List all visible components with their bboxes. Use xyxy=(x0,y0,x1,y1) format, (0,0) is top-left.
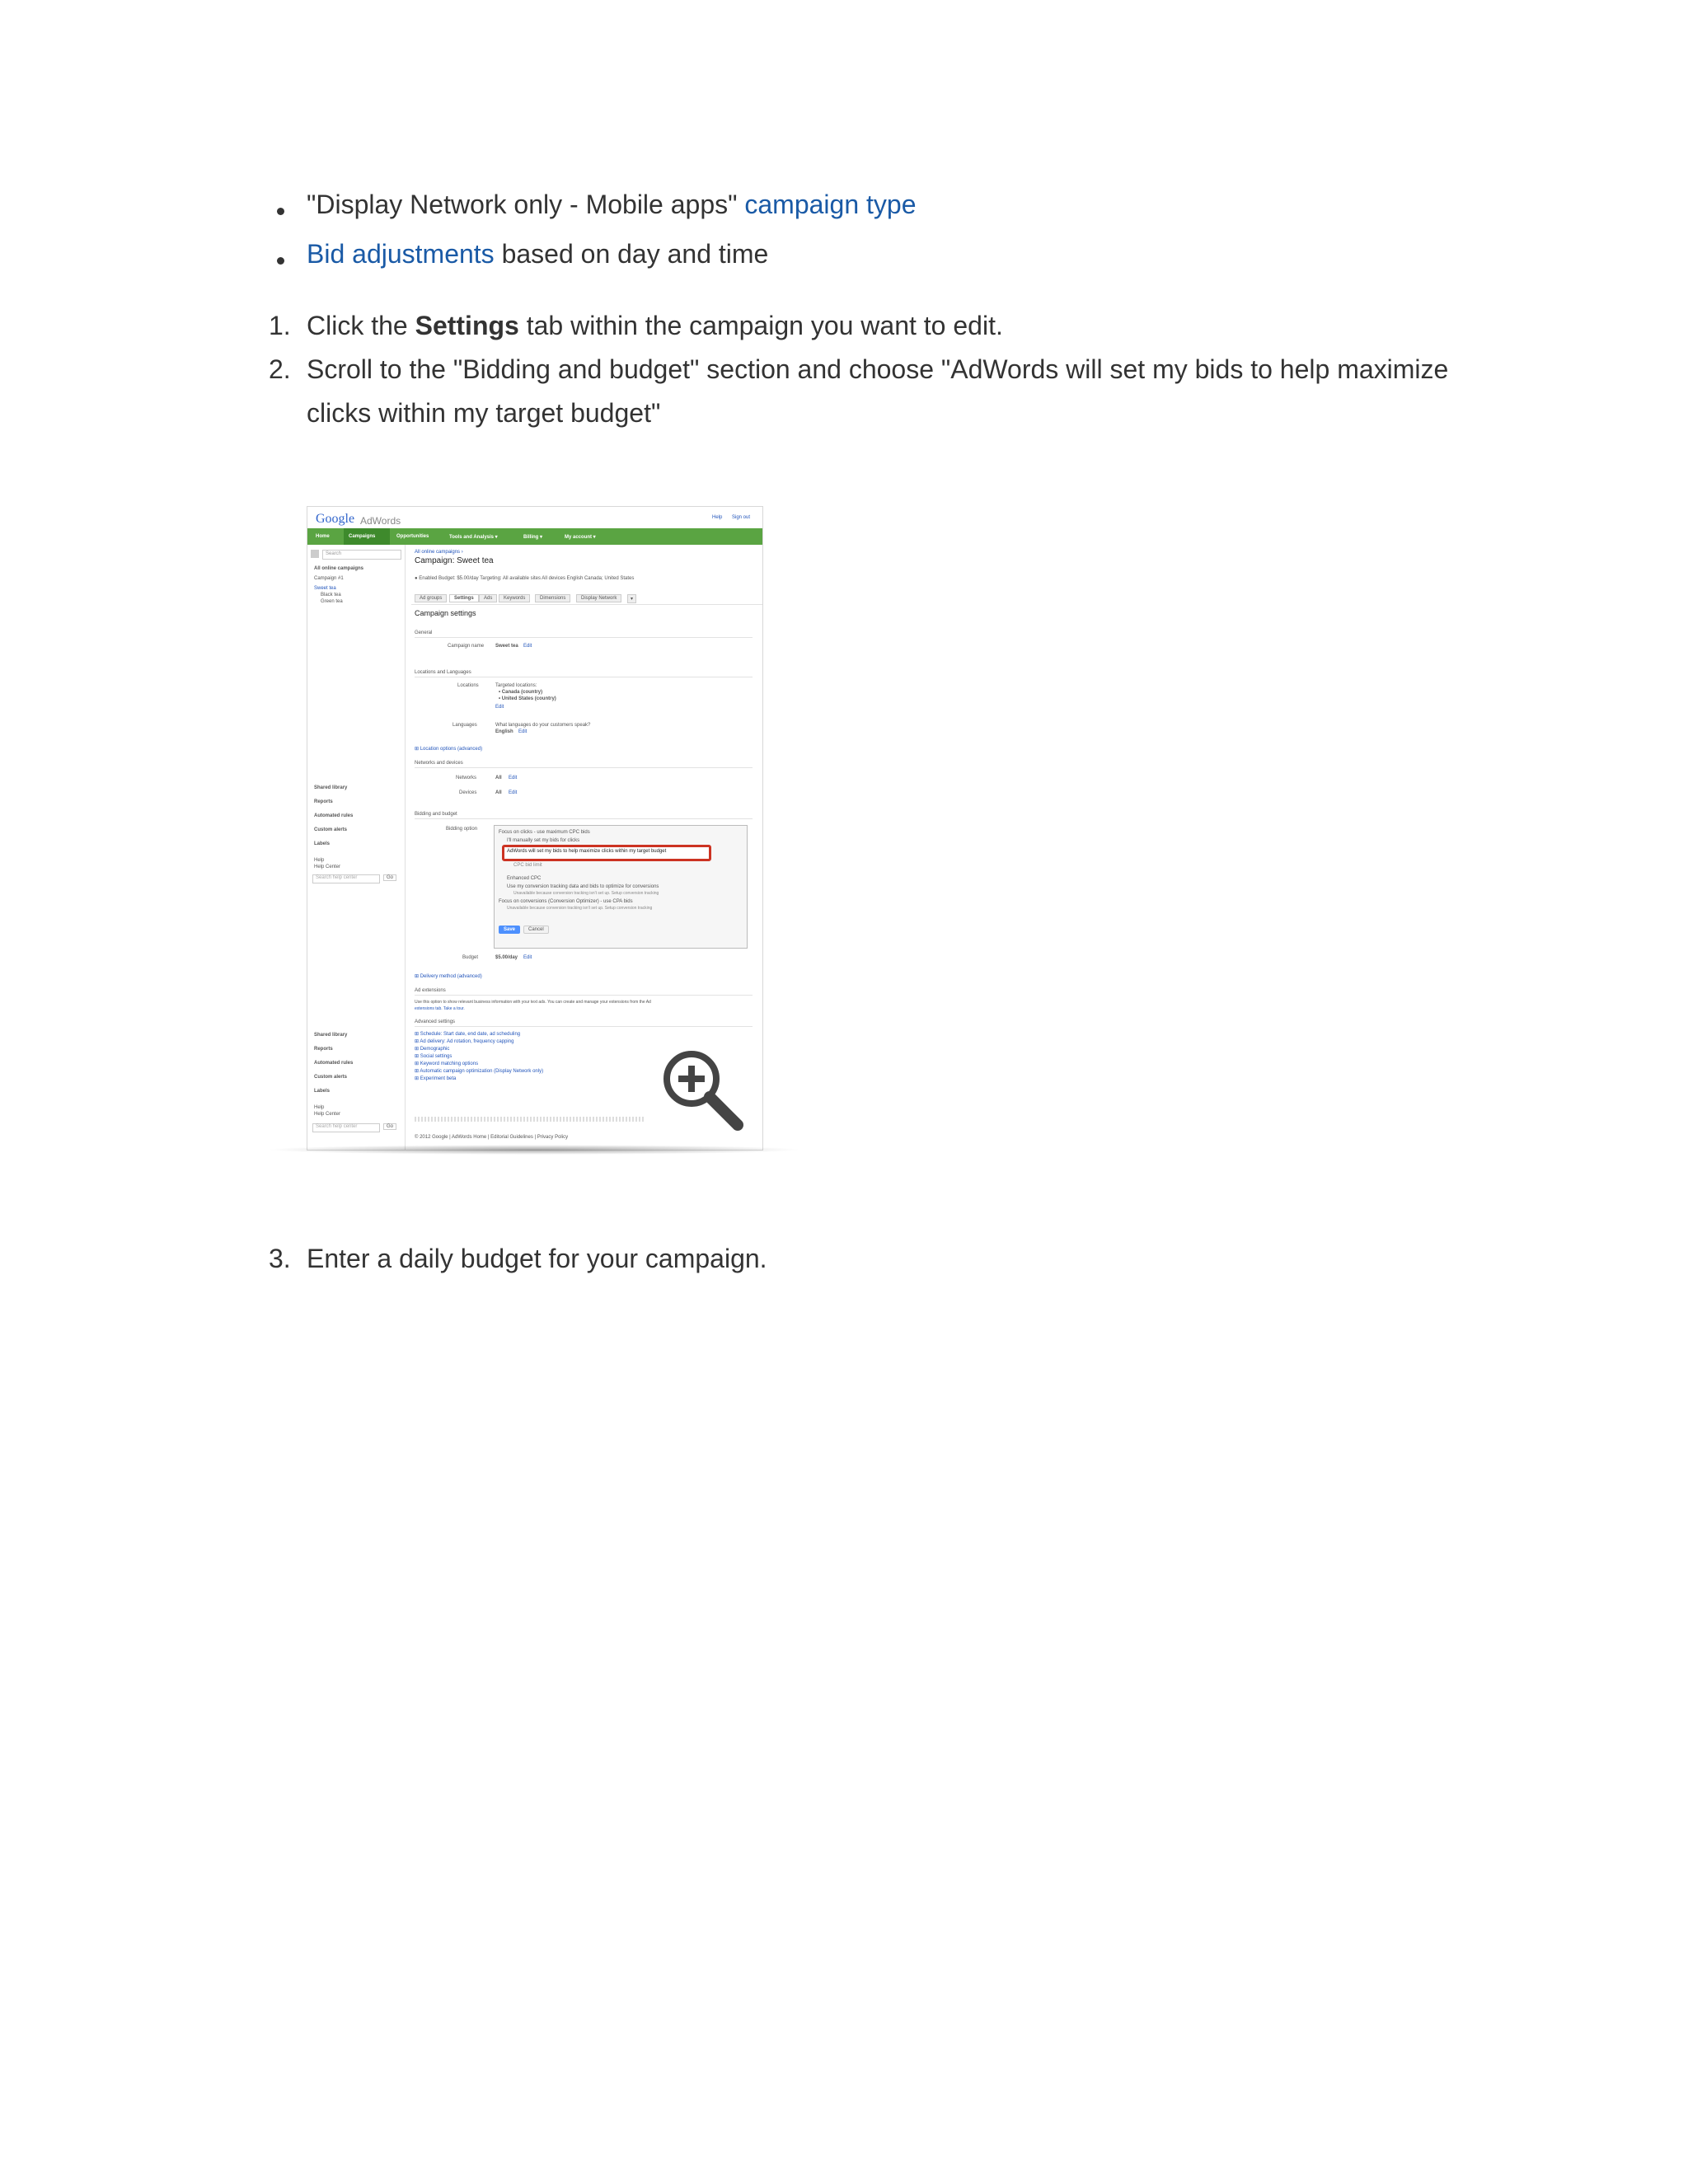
sidebar-custom-alerts-2[interactable]: Custom alerts xyxy=(314,1075,348,1080)
languages-edit[interactable]: Edit xyxy=(518,729,528,734)
option-conversion-note: Unavailable because conversion tracking isn't set up. Setup conversion tracking xyxy=(513,891,659,896)
divider xyxy=(415,1026,753,1027)
tab-dimensions[interactable]: Dimensions xyxy=(535,594,570,602)
sidebar-labels[interactable]: Labels xyxy=(314,841,331,846)
google-logo: Google xyxy=(316,512,355,526)
bid-adjustments-link[interactable]: Bid adjustments xyxy=(307,239,495,269)
delivery-method-link[interactable]: ⊞ Delivery method (advanced) xyxy=(415,974,482,979)
option-focus-conv-note: Unavailable because conversion tracking isn't set up. Setup conversion tracking xyxy=(507,906,653,911)
sidebar-help-center[interactable]: Help Center xyxy=(314,865,341,869)
nav-campaigns[interactable]: Campaigns xyxy=(349,534,376,539)
sign-out-link[interactable]: Sign out xyxy=(732,515,751,520)
sidebar-shared-library-2[interactable]: Shared library xyxy=(314,1033,348,1038)
save-button[interactable]: Save xyxy=(499,926,520,934)
sidebar-sweet-tea[interactable]: Sweet tea xyxy=(314,586,336,591)
zoom-in-icon[interactable] xyxy=(660,1047,746,1133)
sidebar-help: Help xyxy=(314,858,325,863)
bullet-item-bid-adjustments xyxy=(307,232,768,276)
option-focus-conversions[interactable]: Focus on conversions (Conversion Optimizer) - use CPA bids xyxy=(499,899,633,904)
adv-auto-optimization[interactable]: ⊞ Automatic campaign optimization (Display Network only) xyxy=(415,1069,544,1074)
sidebar-shared-library[interactable]: Shared library xyxy=(314,785,348,790)
bidding-option-label: Bidding option xyxy=(446,827,478,832)
adwords-settings-screenshot[interactable] xyxy=(307,506,763,1151)
adv-keyword-matching[interactable]: ⊞ Keyword matching options xyxy=(415,1062,479,1066)
budget-edit[interactable]: Edit xyxy=(523,955,532,960)
campaign-name-label: Campaign name xyxy=(448,644,485,649)
tab-more[interactable]: ▾ xyxy=(627,594,636,603)
nav-home[interactable]: Home xyxy=(316,534,330,539)
sidebar-search-placeholder: Search xyxy=(326,551,342,556)
tabs-underline xyxy=(411,604,762,605)
tab-display-network[interactable]: Display Network xyxy=(576,594,621,602)
languages-value: English xyxy=(495,729,513,734)
networks-label: Networks xyxy=(456,776,477,780)
screenshot-shadow xyxy=(265,1145,803,1155)
sidebar-reports[interactable]: Reports xyxy=(314,799,333,804)
adv-demographic[interactable]: ⊞ Demographic xyxy=(415,1047,450,1052)
general-heading: General xyxy=(415,630,433,635)
nav-my-account[interactable]: My account ▾ xyxy=(565,535,596,540)
campaign-type-link[interactable]: campaign type xyxy=(744,190,917,219)
nav-opportunities[interactable]: Opportunities xyxy=(396,534,429,539)
footer-links[interactable]: © 2012 Google | AdWords Home | Editorial Guidelines | Privacy Policy xyxy=(415,1135,569,1140)
option-manual-bids[interactable]: I'll manually set my bids for clicks xyxy=(507,838,580,843)
step-number: 2. xyxy=(269,354,291,384)
step-2-line-2: clicks within my target budget" xyxy=(307,398,661,428)
tab-ads[interactable]: Ads xyxy=(479,594,497,602)
step-text: Click the xyxy=(307,311,415,340)
settings-bold: Settings xyxy=(415,311,519,340)
languages-question: What languages do your customers speak? xyxy=(495,723,591,728)
step-2-line-1: Scroll to the "Bidding and budget" section and choose "AdWords will set my bids to help maximize xyxy=(307,354,1449,384)
option-auto-bids[interactable]: AdWords will set my bids to help maximize clicks within my target budget xyxy=(507,849,667,854)
help-go-button[interactable]: Go xyxy=(383,874,396,881)
locations-label: Locations xyxy=(457,683,479,688)
devices-value: All xyxy=(495,790,502,795)
sidebar-divider xyxy=(405,545,406,1150)
locations-languages-heading: Locations and Languages xyxy=(415,670,471,675)
devices-edit[interactable]: Edit xyxy=(509,790,518,795)
divider xyxy=(415,995,753,996)
sidebar-help-2: Help xyxy=(314,1105,325,1110)
bullet-text: based on day and time xyxy=(494,239,769,269)
divider xyxy=(415,767,753,768)
sidebar-automated-rules-2[interactable]: Automated rules xyxy=(314,1061,354,1066)
adv-schedule[interactable]: ⊞ Schedule: Start date, end date, ad scheduling xyxy=(415,1032,521,1037)
option-conversion[interactable]: Use my conversion tracking data and bids to optimize for conversions xyxy=(507,884,659,889)
help-link[interactable]: Help xyxy=(712,515,723,520)
step-3-text: Enter a daily budget for your campaign. xyxy=(307,1244,767,1273)
help-search-placeholder: Search help center xyxy=(316,875,358,880)
tab-ad-groups[interactable]: Ad groups xyxy=(415,594,447,602)
sidebar-help-center-2[interactable]: Help Center xyxy=(314,1112,341,1117)
locations-edit[interactable]: Edit xyxy=(495,705,504,710)
languages-label: Languages xyxy=(452,723,477,728)
help-search-placeholder-2: Search help center xyxy=(316,1124,358,1129)
adwords-logo: AdWords xyxy=(360,515,401,527)
adv-ad-delivery[interactable]: ⊞ Ad delivery: Ad rotation, frequency capping xyxy=(415,1039,514,1044)
ad-extensions-text: Use this option to show relevant business information with your text ads. You can create and manage your extensions from the Ad xyxy=(415,1000,651,1005)
breadcrumb[interactable]: All online campaigns › xyxy=(415,550,463,555)
budget-label: Budget xyxy=(462,955,479,960)
step-text: tab within the campaign you want to edit. xyxy=(518,311,1003,340)
help-go-button-2[interactable]: Go xyxy=(383,1123,396,1130)
divider xyxy=(415,818,753,819)
tab-settings[interactable]: Settings xyxy=(449,594,479,602)
option-focus-clicks[interactable]: Focus on clicks - use maximum CPC bids xyxy=(499,830,590,835)
step-number: 1. xyxy=(269,311,291,340)
bidding-budget-heading: Bidding and budget xyxy=(415,812,457,817)
sidebar-labels-2[interactable]: Labels xyxy=(314,1089,331,1094)
devices-label: Devices xyxy=(459,790,477,795)
sidebar-reports-2[interactable]: Reports xyxy=(314,1047,333,1052)
location-us: • United States (country) xyxy=(499,696,556,701)
networks-edit[interactable]: Edit xyxy=(509,776,518,780)
sidebar-automated-rules[interactable]: Automated rules xyxy=(314,813,354,818)
enhanced-cpc-label: Enhanced CPC xyxy=(507,876,542,881)
faded-footer-text xyxy=(415,1117,645,1122)
step-number: 3. xyxy=(269,1244,291,1273)
adv-experiment[interactable]: ⊞ Experiment beta xyxy=(415,1076,457,1081)
divider xyxy=(415,637,753,638)
networks-value: All xyxy=(495,776,502,780)
option-cpc-limit[interactable]: CPC bid limit xyxy=(513,863,542,868)
sidebar-black-tea[interactable]: Black tea xyxy=(321,593,341,598)
location-options-link[interactable]: ⊞ Location options (advanced) xyxy=(415,747,483,752)
networks-devices-heading: Networks and devices xyxy=(415,761,463,766)
ad-extensions-tab-link[interactable]: extensions tab. Take a tour. xyxy=(415,1006,465,1011)
location-canada: • Canada (country) xyxy=(499,690,543,695)
advanced-settings-heading: Advanced settings xyxy=(415,1019,456,1024)
budget-value: $5.00/day xyxy=(495,955,518,960)
campaign-title: Campaign: Sweet tea xyxy=(415,556,494,565)
step-1-text xyxy=(307,303,1003,348)
cancel-button[interactable]: Cancel xyxy=(523,926,549,934)
campaign-name-edit[interactable]: Edit xyxy=(523,644,532,649)
bullet-dot xyxy=(277,257,284,265)
bullet-dot xyxy=(277,208,284,215)
section-title: Campaign settings xyxy=(415,609,476,617)
sidebar-campaign-1[interactable]: Campaign #1 xyxy=(314,576,344,581)
nav-tools[interactable]: Tools and Analysis ▾ xyxy=(449,535,498,540)
adv-social[interactable]: ⊞ Social settings xyxy=(415,1054,452,1059)
targeted-locations: Targeted locations: xyxy=(495,683,537,688)
bullet-item-campaign-type xyxy=(307,182,916,227)
tab-keywords[interactable]: Keywords xyxy=(499,594,530,602)
sidebar-green-tea[interactable]: Green tea xyxy=(321,599,343,604)
sidebar-all-campaigns[interactable]: All online campaigns xyxy=(314,566,364,571)
campaign-status-line: ● Enabled Budget: $5.00/day Targeting: All available sites All devices English Canada; United States xyxy=(415,576,635,581)
sidebar-custom-alerts[interactable]: Custom alerts xyxy=(314,827,348,832)
sidebar-toggle-icon[interactable] xyxy=(311,550,319,558)
bullet-text: "Display Network only - Mobile apps" xyxy=(307,190,745,219)
ad-extensions-heading: Ad extensions xyxy=(415,988,446,993)
nav-billing[interactable]: Billing ▾ xyxy=(523,535,543,540)
campaign-name-value: Sweet tea xyxy=(495,644,518,649)
